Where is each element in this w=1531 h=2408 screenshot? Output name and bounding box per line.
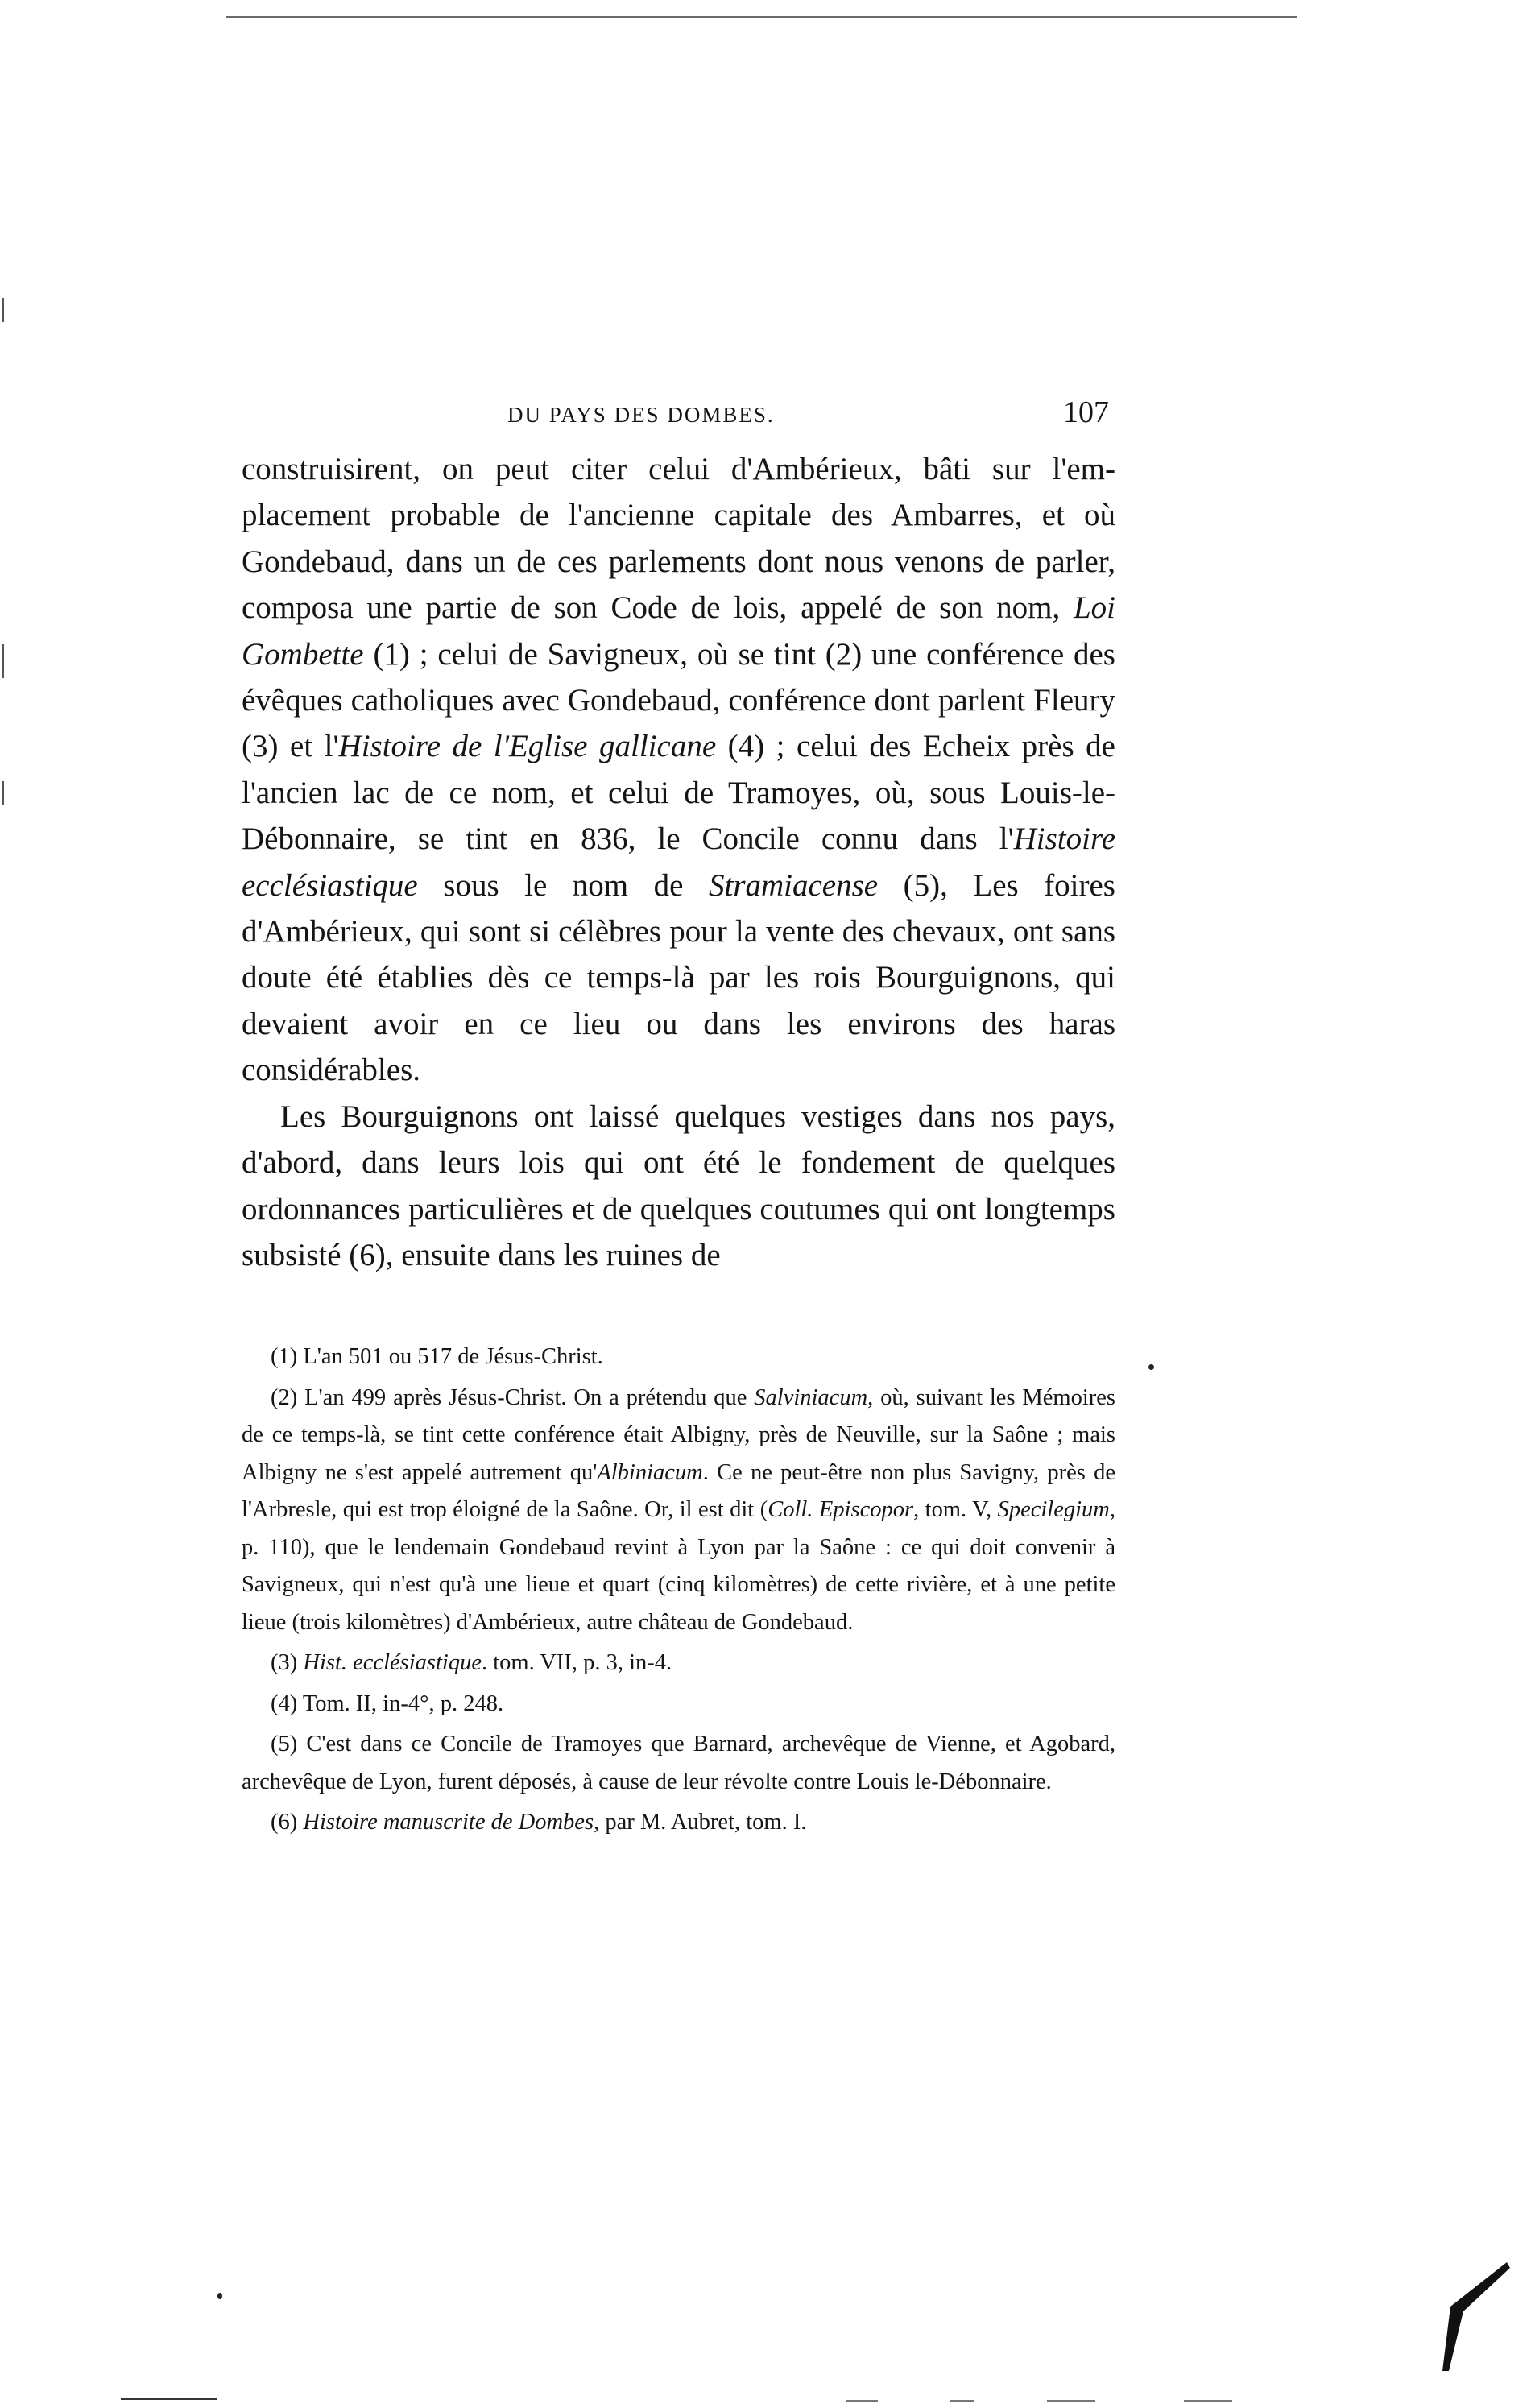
text-run: (4) Tom. II, in-4°, p. 248.	[271, 1690, 504, 1716]
paragraph-2	[242, 1094, 1115, 1279]
text-run: (6)	[271, 1810, 304, 1835]
body-text	[242, 446, 1115, 1278]
text-run: (2) L'an 499 après Jésus-Christ. On a prétendu que	[271, 1384, 755, 1410]
bottom-scan-mark	[846, 2400, 878, 2402]
text-run: (3)	[271, 1650, 304, 1675]
text-run: (1) ; celui de Savigneux, où se tint (2) une conférence des évêques catholiques avec Gondebaud, conférence dont parlent Fleury (3) et l'	[242, 636, 1115, 764]
text-run: construisirent, on peut citer celui d'Ambérieux, bâti sur l'emplacement probable de l'ancienne capitale des Ambarres, et où Gondebaud, dans un de ces parlements dont nous venons de parler, composa une partie de son Code de lois, appelé de son nom,	[242, 452, 1115, 626]
footnote-1	[242, 1338, 1115, 1376]
italic-text: Histoire de l'Eglise gallicane	[338, 729, 717, 764]
left-edge-mark	[2, 644, 4, 678]
text-run: . tom. VII, p. 3, in-4.	[481, 1650, 672, 1675]
text-run: . Ce ne peut-être non plus Savigny, près de l'Arbresle, qui est trop éloigné de la Saône. Or, il est dit (	[242, 1459, 1115, 1522]
bottom-scan-mark	[1184, 2400, 1232, 2402]
italic-text: Coll. Episcopor	[768, 1497, 914, 1522]
page-header	[242, 395, 1115, 435]
footnote-2	[242, 1380, 1115, 1642]
italic-text: Salviniacum	[754, 1384, 868, 1410]
bottom-scan-mark	[1047, 2400, 1095, 2402]
left-edge-mark	[2, 298, 4, 322]
footnote-6	[242, 1804, 1115, 1842]
text-run: (5) C'est dans ce Concile de Tramoyes que Barnard, archevêque de Vienne, et Agobard, archevêque de Lyon, furent déposés, à cause de leur révolte contre Louis le-Débonnaire.	[242, 1732, 1115, 1794]
italic-text: Loi Gombette	[242, 590, 1115, 672]
ink-speck	[1148, 1364, 1154, 1370]
page-number: 107	[1063, 395, 1109, 429]
text-run: , tom. V,	[913, 1497, 998, 1522]
text-run: , où, suivant les Mémoires de ce temps-là, se tint cette conférence était Albigny, près de Neuville, sur la Saône ; mais Albigny ne s'est appelé autrement qu'	[242, 1384, 1115, 1485]
footnote-3	[242, 1645, 1115, 1682]
paragraph-1	[242, 446, 1115, 1094]
text-run: , p. 110), que le lendemain Gondebaud revint à Lyon par la Saône : ce qui doit convenir à Savigneux, qui n'est qu'à une lieue et quart (cinq kilomètres) de cette rivière, et à une petite lieue (trois kilomètres) d'Ambérieux, autre château de Gondebaud.	[242, 1497, 1116, 1635]
italic-text: Hist. ecclésiastique	[303, 1650, 482, 1675]
text-run: (1) L'an 501 ou 517 de Jésus-Christ.	[271, 1344, 603, 1369]
italic-text: Histoire ecclésiastique	[242, 821, 1115, 903]
left-edge-mark	[2, 781, 4, 805]
footnotes	[242, 1338, 1115, 1842]
text-run: , par M. Aubret, tom. I.	[594, 1810, 807, 1835]
text-run: sous le nom de	[417, 867, 709, 903]
text-run: (4) ; celui des Echeix près de l'ancien lac de ce nom, et celui de Tramoyes, où, sous Louis-le-Débonnaire, se tint en 836, le Concile connu dans l'	[242, 729, 1115, 857]
bottom-scan-mark	[121, 2398, 217, 2400]
italic-text: Histoire manuscrite de Dombes	[303, 1810, 594, 1835]
italic-text: Albiniacum	[597, 1459, 703, 1485]
top-scan-rule	[226, 16, 1297, 18]
italic-text: Specilegium	[997, 1497, 1110, 1522]
italic-text: Stramiacense	[708, 867, 879, 903]
bottom-scan-mark	[950, 2400, 974, 2402]
running-title: DU PAYS DES DOMBES.	[507, 403, 775, 427]
footnote-4	[242, 1686, 1115, 1723]
corner-pen-stroke	[1426, 2250, 1515, 2379]
text-run: Les Bourguignons ont laissé quelques vestiges dans nos pays, d'abord, dans leurs lois qui ont été le fondement de quelques ordonnances particulières et de quelques coutumes qui ont longtemps subsisté (6), ensuite dans les ruines de	[242, 1098, 1115, 1272]
text-run: (5), Les foires d'Ambérieux, qui sont si célèbres pour la vente des chevaux, ont sans doute été établies dès ce temps-là par les rois Bourguignons, qui devaient avoir en ce lieu ou dans les environs des haras considérables.	[242, 867, 1115, 1088]
ink-speck	[217, 2293, 222, 2299]
footnote-5	[242, 1726, 1115, 1801]
